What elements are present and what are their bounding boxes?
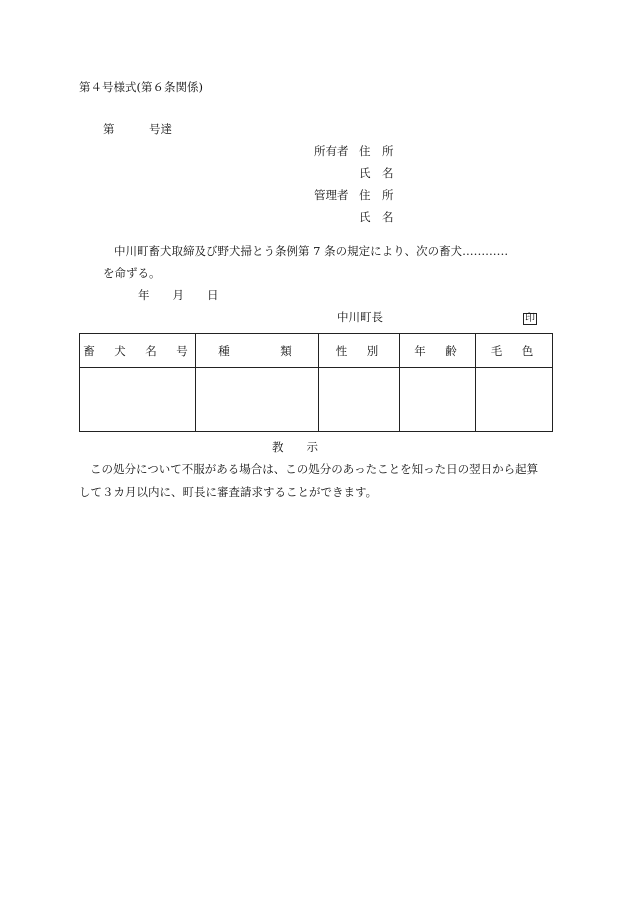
manager-address-label: 住 所 [359, 188, 394, 202]
table-header-row [80, 334, 553, 368]
header-dog-name: 畜 犬 名 号 [80, 334, 196, 368]
header-coat-color: 毛 色 [476, 334, 553, 368]
cell-sex [319, 368, 400, 432]
cell-age [400, 368, 476, 432]
manager-role: 管理者 [314, 188, 349, 202]
dog-info-table [79, 333, 553, 432]
owner-name-label: 氏 名 [359, 166, 394, 180]
instruction-line-2: して３カ月以内に、町長に審査請求することができます。 [79, 485, 378, 499]
issuer: 中川町長 [337, 310, 383, 324]
date-line: 年 月 日 [138, 288, 219, 302]
cell-breed [196, 368, 319, 432]
seal-icon: 印 [525, 313, 535, 324]
owner-address-label: 住 所 [359, 144, 394, 158]
header-sex: 性 別 [319, 334, 400, 368]
seal-area [523, 312, 537, 325]
instruction-line-1: この処分について不服がある場合は、この処分のあったことを知った日の翌日から起算 [90, 462, 539, 476]
manager-name-label: 氏 名 [359, 210, 394, 224]
body-line-2: を命ずる。 [103, 266, 161, 280]
header-age: 年 齢 [400, 334, 476, 368]
body-line-1: 中川町畜犬取締及び野犬掃とう条例第 7 条の規定により、次の畜犬‥‥‥‥‥‥ [114, 244, 509, 258]
header-breed: 種 類 [196, 334, 319, 368]
table-row [80, 368, 553, 432]
owner-role: 所有者 [314, 144, 349, 158]
cell-coat-color [476, 368, 553, 432]
notice-number: 第 号達 [103, 122, 172, 136]
cell-dog-name [80, 368, 196, 432]
instruction-heading: 教 示 [272, 440, 318, 454]
form-title: 第４号様式(第６条関係) [79, 80, 203, 94]
